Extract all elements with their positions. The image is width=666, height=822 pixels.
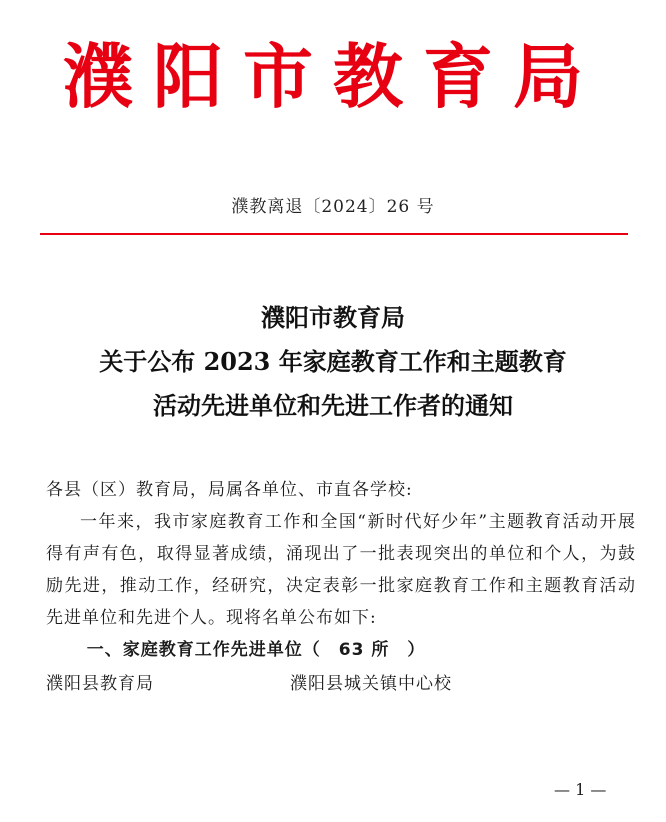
list-item: 濮阳县城关镇中心校 (290, 674, 452, 694)
notice-title (0, 296, 666, 428)
letterhead-org-name: 濮阳市教育局 (63, 35, 603, 118)
page-number: — 1 — (554, 780, 607, 799)
title-line-3: 活动先进单位和先进工作者的通知 (153, 391, 513, 420)
notice-body (46, 474, 636, 698)
title-line-1: 濮阳市教育局 (261, 303, 405, 332)
unit-list (46, 668, 636, 698)
red-divider-line (40, 233, 628, 235)
section-heading: 一、家庭教育工作先进单位（ 63 所 ） (86, 640, 426, 660)
document-number: 濮教离退〔2024〕26 号 (231, 197, 435, 217)
list-item: 濮阳县教育局 (46, 674, 154, 694)
title-line-2: 关于公布 2023 年家庭教育工作和主题教育 (99, 347, 567, 376)
body-paragraph: 一年来，我市家庭教育工作和全国“新时代好少年”主题教育活动开展得有声有色，取得显著成绩，涌现出了一批表现突出的单位和个人，为鼓励先进，推动工作，经研究，决定表彰一批家庭教育工作和主题教育活动先进单位和先进个人。现将名单公布如下: (46, 512, 636, 628)
salutation: 各县（区）教育局，局属各单位、市直各学校: (46, 480, 413, 500)
